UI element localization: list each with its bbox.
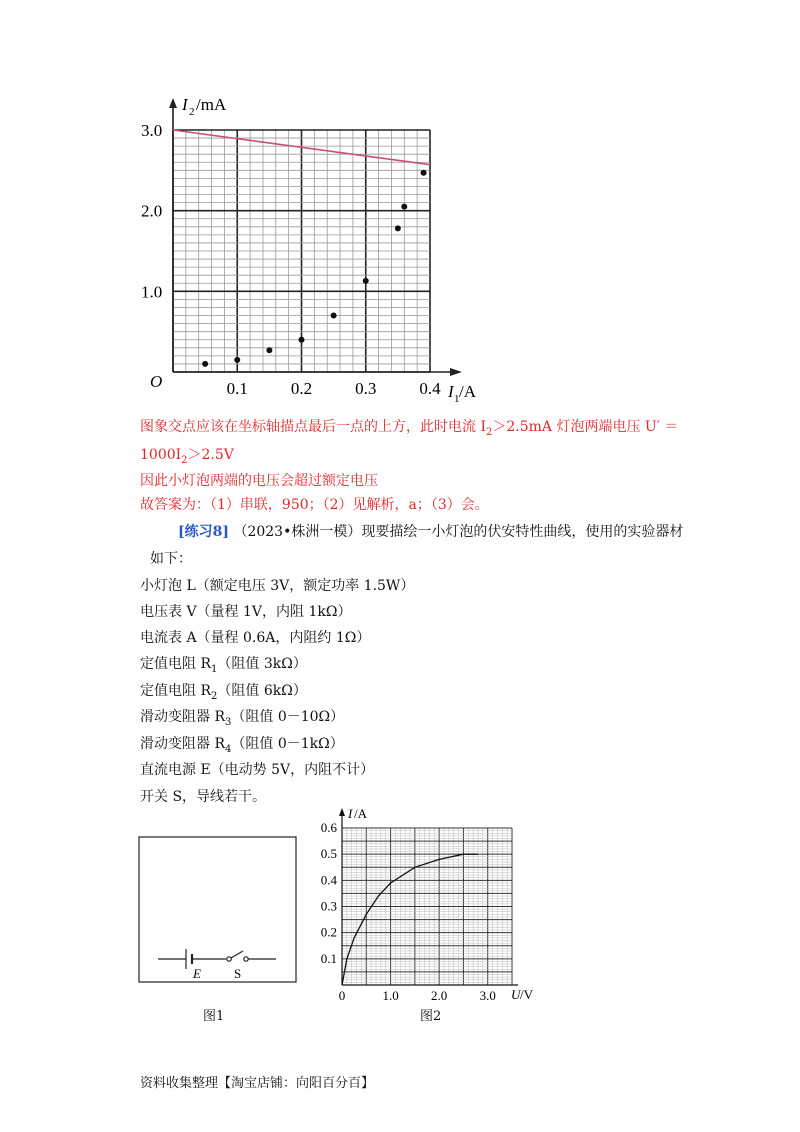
chart2-y-tick-label: 0.4 (320, 872, 337, 888)
chart1-y-axis-label (181, 95, 227, 118)
chart1-point (421, 170, 427, 176)
chart2-y-tick-label: 0.5 (320, 846, 337, 862)
chart2-y-axis-label (347, 806, 368, 821)
svg-text:/mA: /mA (196, 95, 227, 114)
chart1-point (363, 278, 369, 284)
svg-text:U: U (511, 987, 521, 1002)
chart1-origin-label: O (150, 372, 163, 391)
equipment-item: 定值电阻 $R_2$（阻值 6kΩ） (140, 683, 307, 702)
figure1-caption: 图1 (203, 1009, 225, 1024)
chart2-figure (310, 800, 550, 1010)
switch-icon (227, 951, 276, 961)
analysis-line-3: 因此小灯泡两端的电压会超过额定电压 (140, 473, 378, 489)
chart1-x-tick-label: 0.1 (226, 379, 248, 398)
equipment-item: 滑动变阻器 $R_4$（阻值 0－1kΩ） (140, 736, 344, 755)
exercise-intro: [练习8] （2023•株洲一模）现要描绘一小灯泡的伏安特性曲线，使用的实验器材 (178, 524, 684, 540)
chart2-y-tick-label: 0.3 (320, 898, 337, 914)
analysis-line-2: $1000I_2>2.5V$ (140, 447, 234, 466)
equipment-item: 电流表 A（量程 0.6A，内阻约 1Ω） (140, 630, 371, 646)
svg-text:I: I (182, 95, 188, 114)
label-e: E (193, 966, 201, 981)
exercise-tag: [练习8] (178, 524, 229, 540)
figure1-circuit (138, 836, 300, 986)
chart2-y-tick-label: 0.2 (320, 924, 337, 940)
equipment-item: 开关 S，导线若干。 (140, 789, 267, 805)
chart1-point (202, 361, 208, 367)
chart1-x-arrow (450, 368, 462, 376)
equipment-item: 定值电阻 $R_1$（阻值 3kΩ） (140, 656, 307, 675)
chart1-figure (130, 90, 476, 410)
label-s: S (234, 966, 242, 981)
chart2-y-arrow (339, 808, 345, 816)
battery-icon (158, 949, 226, 969)
svg-text:/A: /A (459, 382, 476, 401)
chart2-y-tick-label: 0.6 (320, 820, 337, 835)
chart2-grid (339, 808, 518, 985)
analysis-line-4: 故答案为：（1）串联，950；（2）见解析，a；（3）会。 (140, 497, 489, 513)
footer-source: 资料收集整理【淘宝店铺：向阳百分百】 (140, 1076, 375, 1091)
chart2-x-axis-label (511, 987, 534, 1002)
svg-text:/V: /V (520, 987, 533, 1002)
svg-text:2: 2 (189, 106, 195, 118)
figure2-caption: 图2 (420, 1009, 442, 1024)
chart1-point (401, 204, 407, 210)
figure1-frame (139, 837, 296, 982)
svg-text:I: I (348, 806, 353, 821)
svg-text:1: 1 (454, 393, 460, 405)
analysis-line-1: 图象交点应该在坐标轴描点最后一点的上方，此时电流 $I_2>2.5mA$ 灯泡两端电压 U′ ＝ (140, 419, 679, 438)
equipment-item: 滑动变阻器 $R_3$（阻值 0－10Ω） (140, 709, 345, 728)
chart1-grid (169, 98, 462, 376)
chart1-x-tick-label: 0.3 (355, 379, 377, 398)
chart1-point (234, 357, 240, 363)
chart1-x-tick-label: 0.2 (290, 379, 313, 398)
chart1-y-arrow (169, 98, 177, 108)
chart1-y-tick-label: 3.0 (141, 121, 163, 140)
chart1-x-axis-label (447, 382, 477, 405)
equipment-item: 电压表 V（量程 1V，内阻 1kΩ） (140, 604, 352, 620)
chart2-x-tick-label: 0 (338, 988, 346, 1003)
chart2-y-tick-label: 0.1 (320, 950, 337, 966)
equipment-item: 直流电源 E（电动势 5V，内阻不计） (140, 762, 375, 778)
chart2-x-tick-label: 2.0 (431, 988, 448, 1003)
chart1-y-tick-label: 2.0 (141, 201, 163, 221)
svg-text:/A: /A (354, 806, 367, 821)
equipment-item: 小灯泡 L（额定电压 3V，额定功率 1.5W） (140, 578, 415, 594)
exercise-intro-2: 如下： (150, 551, 192, 567)
chart1-point (331, 313, 337, 319)
chart1-point (395, 225, 401, 231)
chart1-x-tick-label: 0.4 (419, 379, 441, 398)
chart1-point (266, 347, 272, 353)
svg-text:I: I (448, 382, 454, 401)
chart1-y-tick-label: 1.0 (141, 282, 163, 302)
chart2-x-tick-label: 1.0 (382, 988, 399, 1003)
chart1-point (299, 337, 305, 343)
chart2-x-tick-label: 3.0 (479, 988, 496, 1003)
